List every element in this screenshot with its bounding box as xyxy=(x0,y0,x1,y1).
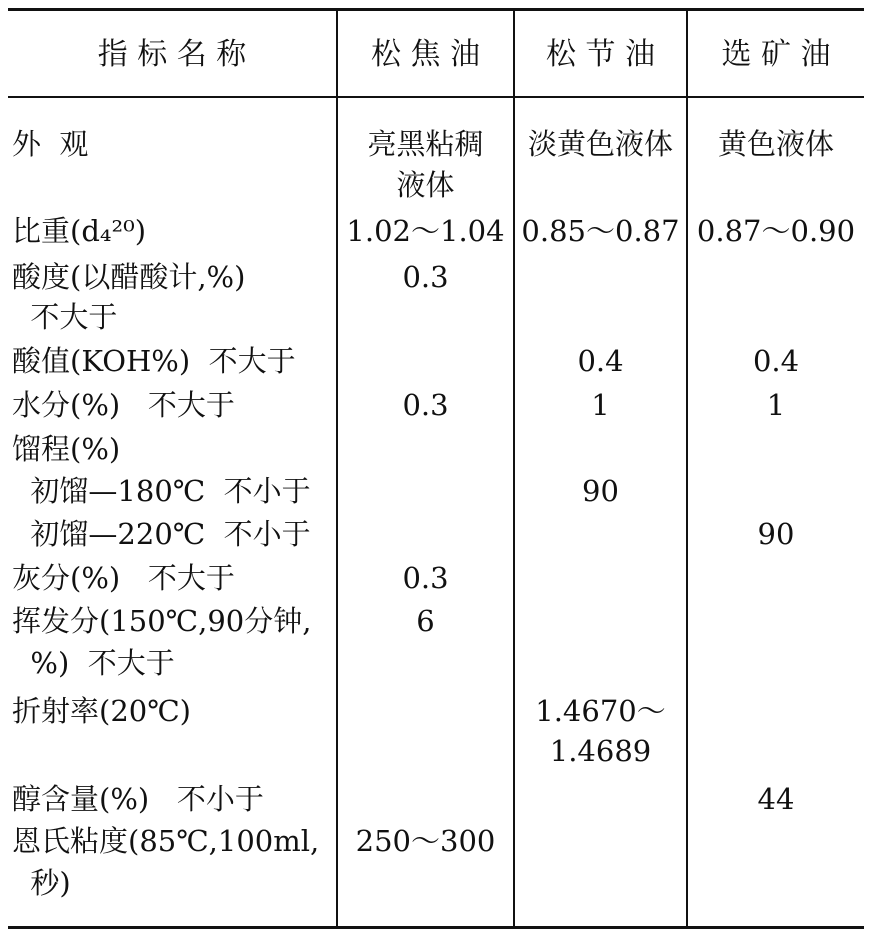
header-turpentine: 松 节 油 xyxy=(545,37,656,72)
cell-pine-tar-oil: 1.02～1.04 xyxy=(346,214,505,248)
cell-pine-tar-oil: 250～300 xyxy=(355,824,496,858)
cell-turpentine: 0.85～0.87 xyxy=(521,214,680,248)
header-indicator-name: 指 标 名 称 xyxy=(97,37,247,72)
cell-pine-tar-oil: 0.3 xyxy=(402,561,449,595)
row-label: 馏程(%) xyxy=(12,432,121,466)
row-label: 比重(d₄²⁰) xyxy=(12,214,147,248)
row-label: 初馏—180℃ 不小于 xyxy=(12,474,311,508)
cell-pine-tar-oil: 6 xyxy=(416,604,435,638)
row-label: 恩氏粘度(85℃,100ml, xyxy=(12,824,320,858)
header-flotation-oil: 选 矿 油 xyxy=(721,37,831,72)
cell-flotation-oil: 0.4 xyxy=(752,344,800,378)
row-label: 醇含量(%) 不小于 xyxy=(12,782,264,816)
table-bottom-rule xyxy=(8,926,864,929)
header-pine-tar-oil: 松 焦 油 xyxy=(370,37,481,72)
row-label: 挥发分(150℃,90分钟, xyxy=(12,604,312,638)
row-label: 不大于 xyxy=(12,300,118,334)
cell-flotation-oil: 1 xyxy=(766,388,786,422)
row-label: 外 观 xyxy=(12,127,89,161)
row-label: 秒) xyxy=(12,866,71,900)
cell-flotation-oil: 90 xyxy=(757,517,795,551)
table-header-rule xyxy=(8,96,864,98)
cell-flotation-oil: 44 xyxy=(757,782,795,816)
cell-pine-tar-oil: 液体 xyxy=(396,168,455,202)
cell-pine-tar-oil: 0.3 xyxy=(402,260,449,294)
cell-flotation-oil: 黄色液体 xyxy=(717,127,834,161)
cell-turpentine: 1.4670～ xyxy=(535,694,666,728)
row-label: 灰分(%) 不大于 xyxy=(12,561,235,595)
row-label: 初馏—220℃ 不小于 xyxy=(12,517,311,551)
cell-pine-tar-oil: 0.3 xyxy=(402,388,449,422)
cell-turpentine: 1 xyxy=(591,388,610,422)
row-label: 酸度(以醋酸计,%) xyxy=(12,260,246,294)
cell-turpentine: 0.4 xyxy=(577,344,624,378)
cell-turpentine: 1.4689 xyxy=(549,734,652,768)
cell-turpentine: 淡黄色液体 xyxy=(527,127,673,161)
cell-turpentine: 90 xyxy=(582,474,619,508)
cell-pine-tar-oil: 亮黑粘稠 xyxy=(367,127,484,161)
row-label: 水分(%) 不大于 xyxy=(12,388,235,422)
row-label: %) 不大于 xyxy=(12,646,175,680)
row-label: 酸值(KOH%) 不大于 xyxy=(12,344,296,378)
cell-flotation-oil: 0.87～0.90 xyxy=(696,214,856,248)
row-label: 折射率(20℃) xyxy=(12,694,191,728)
table-top-rule xyxy=(8,8,864,11)
